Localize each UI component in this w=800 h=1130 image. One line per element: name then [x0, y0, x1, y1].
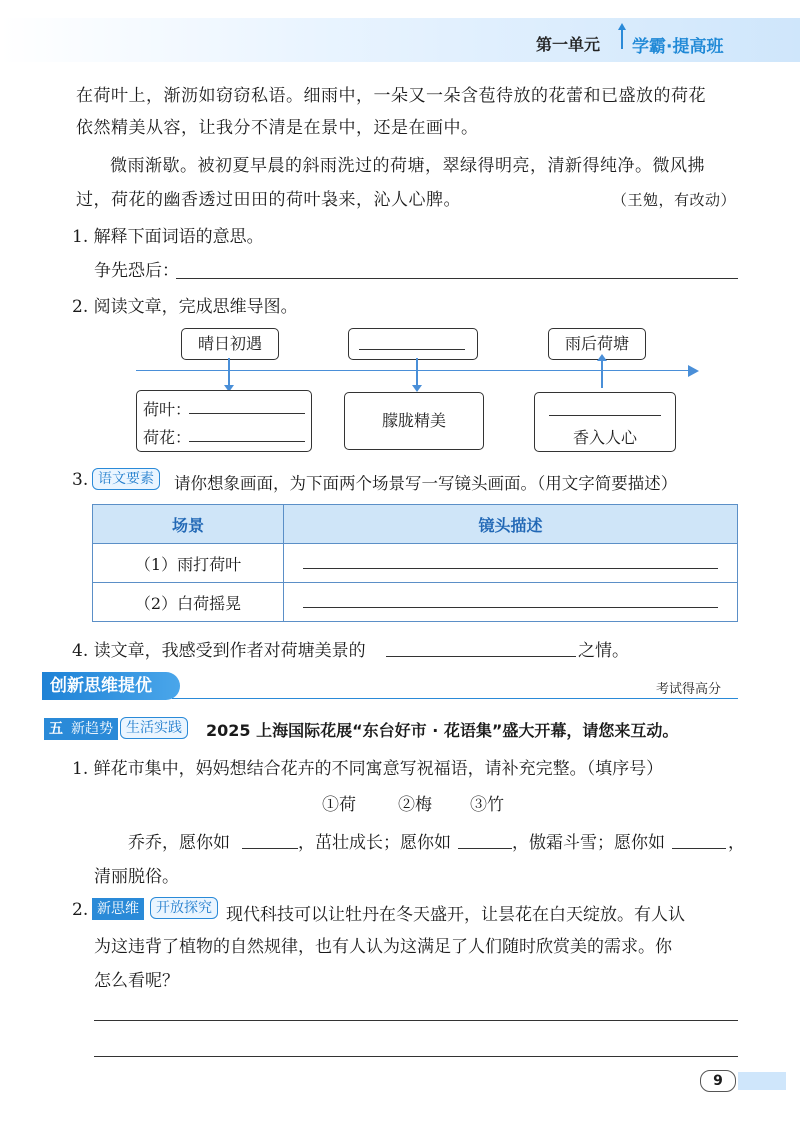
page-number: 9	[700, 1070, 736, 1092]
mindmap-box-after-rain: 雨后荷塘	[548, 328, 646, 360]
fragrance-answer-line[interactable]	[549, 415, 661, 416]
table-row	[93, 544, 738, 583]
fill-text-e: 清丽脱俗。	[94, 867, 179, 887]
question-4-end: 之情。	[578, 641, 629, 661]
page-bar	[738, 1072, 786, 1090]
table-row	[93, 583, 738, 622]
question-5-2-line2: 为这违背了植物的自然规律，也有人认为这满足了人们随时欣赏美的需求。你	[94, 937, 672, 957]
question-3-num: 3.	[72, 470, 89, 490]
answer-line-q4[interactable]	[386, 656, 576, 657]
mindmap-box-sunny: 晴日初遇	[181, 328, 279, 360]
mindmap-blank-line[interactable]	[359, 349, 465, 350]
passage-line-1: 在荷叶上，渐沥如窃窃私语。细雨中，一朵又一朵含苞待放的花蕾和已盛放的荷花	[76, 86, 706, 106]
question-1: 1. 解释下面词语的意思。	[72, 227, 264, 247]
flower-label: 荷花：	[143, 428, 192, 447]
section-title: 创新思维提优	[42, 672, 180, 700]
question-5-2-line1: 现代科技可以让牡丹在冬天盛开，让昙花在白天绽放。有人认	[226, 905, 685, 925]
arrow-down-1	[228, 358, 230, 388]
fill-text-a: 乔乔，愿你如	[128, 833, 230, 853]
question-4-text: 4. 读文章，我感受到作者对荷塘美景的	[72, 641, 366, 661]
tag-new-thinking: 新思维	[92, 898, 144, 920]
fill-text-c: ，傲霜斗雪；愿你如	[512, 833, 665, 853]
blank-1[interactable]	[242, 848, 298, 849]
passage-line-4: 过，荷花的幽香透过田田的荷叶袅来，沁人心脾。	[76, 190, 461, 210]
table-cell-answer[interactable]	[284, 544, 738, 583]
arrow-mark-icon	[617, 22, 627, 50]
option-bamboo: ③竹	[470, 795, 504, 815]
mindmap-box-blank[interactable]	[348, 328, 478, 360]
fill-text-d: ，	[728, 833, 745, 853]
fill-text-b: ，茁壮成长；愿你如	[298, 833, 451, 853]
tag-life-practice: 生活实践	[120, 717, 188, 739]
table-cell-scene: （1）雨打荷叶	[93, 544, 284, 583]
answer-line-q5-2[interactable]	[94, 1056, 738, 1057]
arrow-down-2	[416, 358, 418, 388]
mindmap-box-fragrance	[534, 392, 676, 452]
tag-new-trend: 新趋势	[66, 718, 118, 740]
question-5-title: 2025 上海国际花展“东台好市 · 花语集”盛大开幕，请您来互动。	[206, 721, 679, 740]
question-3-text: 请你想象画面，为下面两个场景写一写镜头画面。（用文字简要描述）	[174, 474, 678, 493]
leaf-answer-line[interactable]	[189, 413, 305, 414]
arrow-up-3	[601, 358, 603, 388]
question-5-2-num: 2.	[72, 900, 89, 920]
question-5-number: 五	[44, 718, 68, 740]
answer-line-q5-1[interactable]	[94, 1020, 738, 1021]
section-rule	[172, 698, 738, 699]
question-2: 2. 阅读文章，完成思维导图。	[72, 297, 298, 317]
blank-2[interactable]	[458, 848, 512, 849]
option-plum: ②梅	[398, 795, 432, 815]
term-label: 争先恐后：	[94, 261, 179, 281]
table-header-scene: 场景	[93, 505, 284, 544]
flower-answer-line[interactable]	[189, 441, 305, 442]
tag-chinese-elements: 语文要素	[92, 468, 160, 490]
table-cell-answer[interactable]	[284, 583, 738, 622]
passage-source: （王勉，有改动）	[612, 191, 737, 209]
mindmap-box-misty: 朦胧精美	[344, 392, 484, 450]
answer-line-q1[interactable]	[176, 278, 738, 279]
question-5-2-line3: 怎么看呢？	[94, 971, 179, 991]
blank-3[interactable]	[672, 848, 726, 849]
unit-label: 第一单元	[536, 35, 601, 54]
question-5-1: 1. 鲜花市集中，妈妈想结合花卉的不同寓意写祝福语，请补充完整。（填序号）	[72, 759, 664, 779]
tag-open-exploration: 开放探究	[150, 897, 218, 919]
leaf-label: 荷叶：	[143, 400, 192, 419]
passage-line-2: 依然精美从容，让我分不清是在景中，还是在画中。	[76, 118, 479, 138]
scene-table	[92, 504, 738, 622]
table-header-description: 镜头描述	[284, 505, 738, 544]
table-cell-scene: （2）白荷摇晃	[93, 583, 284, 622]
mindmap-box-leaf-flower	[136, 390, 312, 452]
passage-line-3: 微雨渐歇。被初夏早晨的斜雨洗过的荷塘，翠绿得明亮，清新得纯净。微风拂	[110, 156, 705, 176]
option-lotus: ①荷	[322, 795, 356, 815]
timeline-arrow-icon	[688, 364, 700, 378]
brand-label: 学霸·提高班	[632, 37, 724, 57]
fragrance-label: 香入人心	[572, 428, 637, 447]
section-right-label: 考试得高分	[656, 682, 722, 697]
